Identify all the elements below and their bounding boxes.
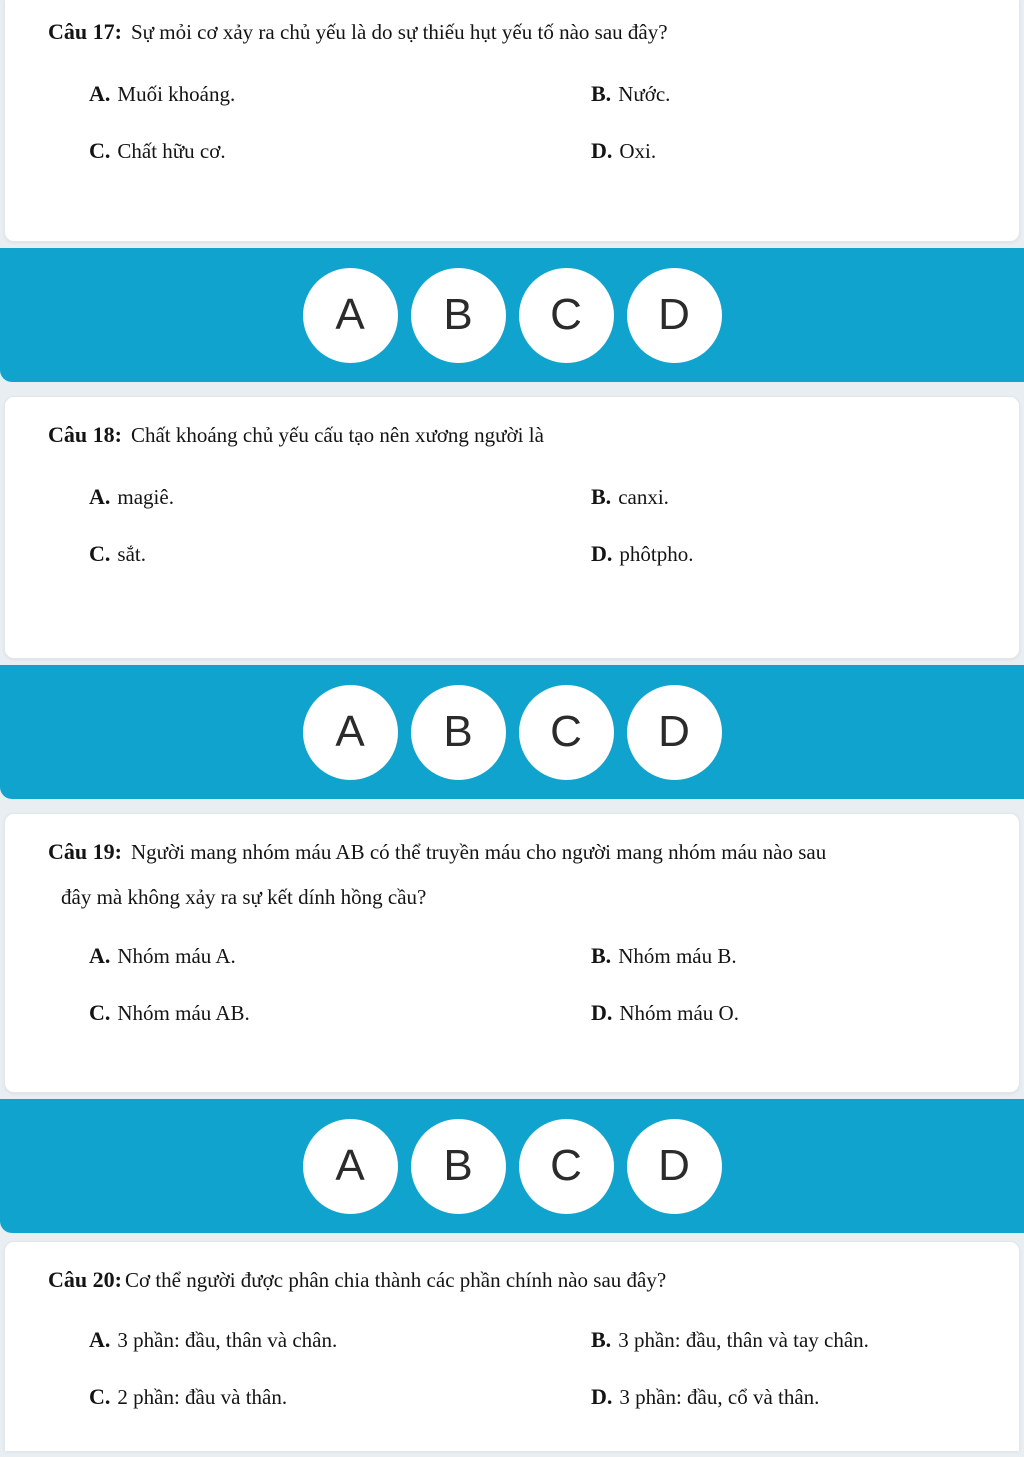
- option-text: 3 phần: đầu, thân và chân.: [117, 1328, 338, 1352]
- question-card-17: [4, 0, 1020, 242]
- answer-button-a[interactable]: A: [303, 268, 398, 363]
- option-a: [89, 483, 591, 511]
- answer-button-b[interactable]: B: [411, 1119, 506, 1214]
- question-text-row: [5, 0, 1019, 46]
- option-letter: A.: [89, 1327, 111, 1352]
- option-d: [591, 137, 1009, 165]
- option-b: [591, 80, 1009, 108]
- answer-button-d[interactable]: D: [627, 685, 722, 780]
- option-letter: B.: [591, 81, 612, 106]
- question-text-line-1: Người mang nhóm máu AB có thể truyền máu cho người mang nhóm máu nào sau: [130, 840, 827, 864]
- answer-button-c[interactable]: C: [519, 1119, 614, 1214]
- option-letter: B.: [591, 943, 612, 968]
- option-b: [591, 1326, 1009, 1354]
- question-number-label: Câu 18:: [48, 422, 122, 447]
- answer-button-d[interactable]: D: [627, 268, 722, 363]
- option-c: [89, 540, 591, 568]
- question-text: Cơ thể người được phân chia thành các phần chính nào sau đây?: [124, 1268, 667, 1292]
- options-grid: [5, 911, 1019, 1027]
- option-letter: A.: [89, 943, 111, 968]
- answer-bar-18: [0, 665, 1024, 799]
- question-number-label: Câu 20:: [48, 1267, 122, 1292]
- option-letter: C.: [89, 541, 111, 566]
- option-text: canxi.: [618, 485, 669, 509]
- options-grid: [5, 1294, 1019, 1411]
- question-text-row: [5, 397, 1019, 449]
- option-b: [591, 942, 1009, 970]
- option-letter: C.: [89, 1384, 111, 1409]
- option-text: 2 phần: đầu và thân.: [117, 1385, 288, 1409]
- option-letter: A.: [89, 484, 111, 509]
- answer-bar-19: [0, 1099, 1024, 1233]
- options-grid: [5, 46, 1019, 165]
- option-a: [89, 942, 591, 970]
- option-d: [591, 999, 1009, 1027]
- answer-button-d[interactable]: D: [627, 1119, 722, 1214]
- option-text: sắt.: [117, 542, 146, 566]
- option-a: [89, 80, 591, 108]
- option-text: 3 phần: đầu, cổ và thân.: [619, 1385, 820, 1409]
- option-letter: C.: [89, 138, 111, 163]
- option-d: [591, 1383, 1009, 1411]
- question-card-19: [4, 813, 1020, 1093]
- option-letter: B.: [591, 1327, 612, 1352]
- option-d: [591, 540, 1009, 568]
- option-b: [591, 483, 1009, 511]
- question-text: Sự mỏi cơ xảy ra chủ yếu là do sự thiếu hụt yếu tố nào sau đây?: [130, 20, 668, 44]
- option-a: [89, 1326, 591, 1354]
- option-text: Nước.: [618, 82, 671, 106]
- option-letter: D.: [591, 138, 613, 163]
- option-text: 3 phần: đầu, thân và tay chân.: [618, 1328, 869, 1352]
- question-number-label: Câu 17:: [48, 19, 122, 44]
- option-text: Nhóm máu O.: [619, 1001, 739, 1025]
- option-c: [89, 999, 591, 1027]
- question-card-18: [4, 396, 1020, 659]
- question-card-20: [4, 1241, 1020, 1451]
- option-letter: A.: [89, 81, 111, 106]
- question-text-row: [5, 814, 1019, 866]
- answer-button-a[interactable]: A: [303, 685, 398, 780]
- question-number-label: Câu 19:: [48, 839, 122, 864]
- option-letter: D.: [591, 1000, 613, 1025]
- option-text: Chất hữu cơ.: [117, 139, 226, 163]
- option-text: Nhóm máu B.: [618, 944, 737, 968]
- option-c: [89, 1383, 591, 1411]
- answer-button-b[interactable]: B: [411, 268, 506, 363]
- option-letter: D.: [591, 1384, 613, 1409]
- option-text: Nhóm máu A.: [117, 944, 236, 968]
- answer-button-c[interactable]: C: [519, 685, 614, 780]
- answer-bar-17: [0, 248, 1024, 382]
- question-text-row: [5, 1242, 1019, 1294]
- answer-button-b[interactable]: B: [411, 685, 506, 780]
- option-c: [89, 137, 591, 165]
- option-text: magiê.: [117, 485, 174, 509]
- option-letter: B.: [591, 484, 612, 509]
- option-letter: D.: [591, 541, 613, 566]
- option-text: Nhóm máu AB.: [117, 1001, 250, 1025]
- answer-button-a[interactable]: A: [303, 1119, 398, 1214]
- option-letter: C.: [89, 1000, 111, 1025]
- option-text: Muối khoáng.: [117, 82, 236, 106]
- question-text-line-2: đây mà không xảy ra sự kết dính hồng cầu?: [61, 885, 427, 909]
- option-text: Oxi.: [619, 139, 657, 163]
- options-grid: [5, 449, 1019, 568]
- answer-button-c[interactable]: C: [519, 268, 614, 363]
- question-text: Chất khoáng chủ yếu cấu tạo nên xương người là: [130, 423, 544, 447]
- option-text: phôtpho.: [619, 542, 694, 566]
